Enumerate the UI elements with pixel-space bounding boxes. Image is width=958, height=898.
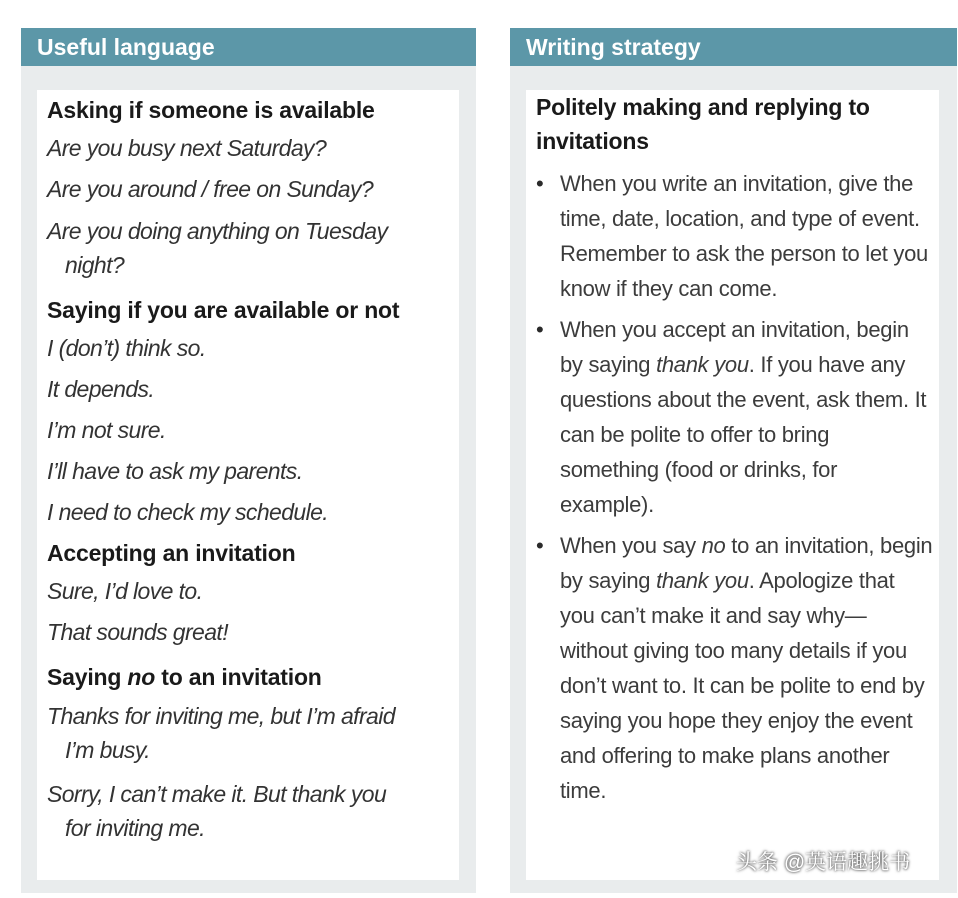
bullet-icon: •	[536, 533, 544, 558]
useful-language-card	[37, 90, 459, 880]
phrase: Sure, I’d love to.	[47, 578, 203, 604]
useful-language-title: Useful language	[21, 28, 476, 66]
bullet-icon: •	[536, 171, 544, 196]
phrase: I’m not sure.	[47, 417, 166, 443]
phrase	[47, 773, 451, 845]
watermark: 头条 @英语趣挑书	[736, 851, 911, 874]
writing-strategy-card	[526, 90, 939, 880]
useful-language-panel	[21, 28, 476, 893]
phrase	[47, 695, 451, 767]
section-heading-declining: Saying no to an invitation	[47, 664, 322, 690]
phrase	[47, 210, 451, 282]
phrase: That sounds great!	[47, 619, 228, 645]
strategy-bullet: • When you accept an invitation, begin by saying thank you. If you have any questions about the event, ask them. It can be polite to offer to bring something (food or drinks, for example).	[536, 312, 933, 522]
phrase-line: I’m busy.	[65, 737, 150, 763]
section-heading-availability: Saying if you are available or not	[47, 297, 400, 323]
section-heading-asking: Asking if someone is available	[47, 97, 375, 123]
strategy-list	[536, 166, 933, 808]
section-heading-accepting: Accepting an invitation	[47, 540, 296, 566]
phrase-line: night?	[65, 252, 125, 278]
phrase: Are you around / free on Sunday?	[47, 176, 374, 202]
phrase: It depends.	[47, 376, 155, 402]
phrase: I (don’t) think so.	[47, 335, 206, 361]
phrase: Are you busy next Saturday?	[47, 135, 327, 161]
strategy-bullet: • When you write an invitation, give the time, date, location, and type of event. Remember to ask the person to let you know if they can come.	[536, 166, 933, 306]
writing-strategy-title: Writing strategy	[510, 28, 957, 66]
phrase-line: Are you doing anything on Tuesday	[47, 218, 388, 244]
writing-strategy-panel	[510, 28, 957, 893]
strategy-subtitle: Politely making and replying to invitations	[536, 94, 870, 154]
phrase-line: Thanks for inviting me, but I’m afraid	[47, 703, 395, 729]
phrase-line: for inviting me.	[65, 815, 205, 841]
strategy-bullet: • When you say no to an invitation, begin by saying thank you. Apologize that you can’t make it and say why—without giving too many details if you don’t want to. It can be polite to end by saying you hope they enjoy the event and offering to make plans another time.	[536, 528, 933, 808]
phrase: I’ll have to ask my parents.	[47, 458, 303, 484]
phrase: I need to check my schedule.	[47, 499, 329, 525]
bullet-icon: •	[536, 317, 544, 342]
phrase-line: Sorry, I can’t make it. But thank you	[47, 781, 387, 807]
